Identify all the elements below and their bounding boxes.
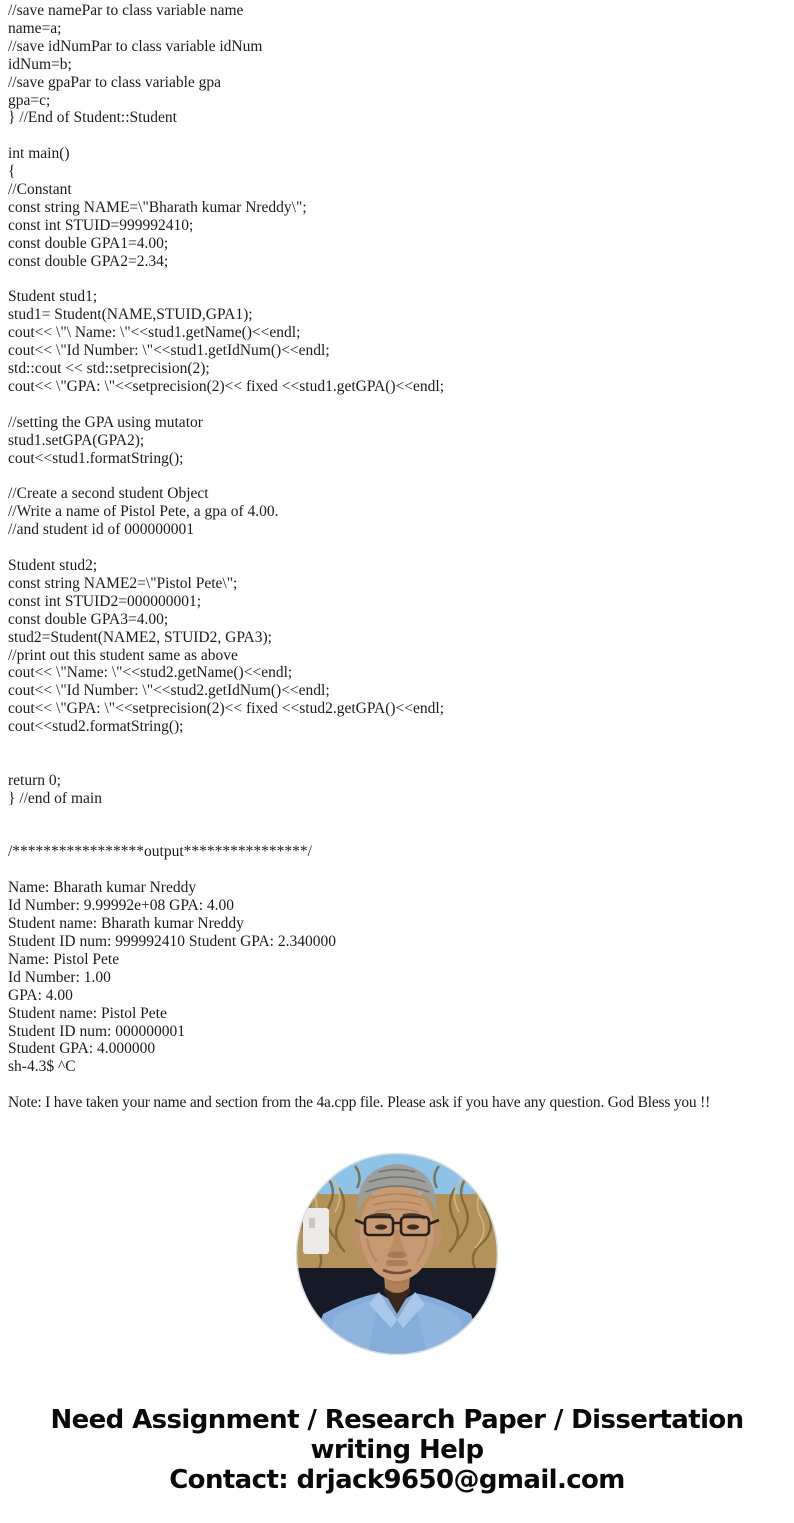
text-line bbox=[8, 736, 794, 754]
text-line: Student name: Bharath kumar Nreddy bbox=[8, 915, 244, 933]
text-line: //save gpaPar to class variable gpa bbox=[8, 73, 222, 91]
text-line: cout<< \"\ Name: \"<<stud1.getName()<<endl; bbox=[8, 324, 301, 342]
note-line: Note: I have taken your name and section from the 4a.cpp file. Please ask if you have any question. God Bless you !! bbox=[8, 1094, 711, 1112]
text-line: sh-4.3$ ^C bbox=[8, 1058, 76, 1076]
text-line: const double GPA3=4.00; bbox=[8, 610, 169, 628]
footer-help-line-1: Need Assignment / Research Paper / Dissertation bbox=[50, 1405, 744, 1436]
text-line: cout<<stud2.formatString(); bbox=[8, 718, 184, 736]
text-line: //Constant bbox=[8, 181, 72, 199]
text-line: GPA: 4.00 bbox=[8, 986, 73, 1004]
text-line: } //end of main bbox=[8, 789, 102, 807]
text-line: Student stud1; bbox=[8, 288, 98, 306]
text-line: Student GPA: 4.000000 bbox=[8, 1040, 156, 1058]
text-line: stud1.setGPA(GPA2); bbox=[8, 431, 145, 449]
text-line: Id Number: 9.99992e+08 GPA: 4.00 bbox=[8, 897, 235, 915]
text-line bbox=[8, 539, 794, 557]
text-line: cout<< \"Name: \"<<stud2.getName()<<endl; bbox=[8, 664, 293, 682]
text-line: //print out this student same as above bbox=[8, 646, 238, 664]
text-line: stud1= Student(NAME,STUID,GPA1); bbox=[8, 306, 253, 324]
text-line bbox=[8, 754, 794, 772]
text-line: Student ID num: 999992410 Student GPA: 2.340000 bbox=[8, 932, 336, 950]
text-line bbox=[8, 861, 794, 879]
output-lines bbox=[8, 843, 794, 1076]
text-line: /*****************output****************/ bbox=[8, 843, 312, 861]
text-line: { bbox=[8, 163, 16, 181]
text-line: gpa=c; bbox=[8, 91, 51, 109]
text-line: cout<< \"GPA: \"<<setprecision(2)<< fixed <<stud2.getGPA()<<endl; bbox=[8, 700, 445, 718]
text-line: Student ID num: 000000001 bbox=[8, 1022, 185, 1040]
text-line bbox=[8, 271, 794, 289]
text-line bbox=[8, 127, 794, 145]
text-line: Name: Pistol Pete bbox=[8, 950, 120, 968]
text-line: cout<< \"GPA: \"<<setprecision(2)<< fixed <<stud1.getGPA()<<endl; bbox=[8, 378, 445, 395]
text-line: idNum=b; bbox=[8, 55, 72, 73]
text-line: const string NAME=\"Bharath kumar Nreddy\"; bbox=[8, 198, 307, 216]
code-lines bbox=[8, 2, 794, 808]
text-line: //Write a name of Pistol Pete, a gpa of 4.00. bbox=[8, 503, 279, 521]
text-line: const int STUID2=000000001; bbox=[8, 592, 202, 610]
text-line: return 0; bbox=[8, 771, 61, 789]
text-line: const string NAME2=\"Pistol Pete\"; bbox=[8, 574, 238, 592]
text-line: const double GPA2=2.34; bbox=[8, 252, 169, 270]
text-line bbox=[8, 468, 794, 486]
text-line: Student stud2; bbox=[8, 557, 98, 575]
footer-banner bbox=[0, 1405, 794, 1495]
text-line: const double GPA1=4.00; bbox=[8, 234, 169, 252]
text-line: //Create a second student Object bbox=[8, 485, 209, 503]
text-line: cout<< \"Id Number: \"<<stud2.getIdNum()<<endl; bbox=[8, 682, 330, 700]
instructor-avatar bbox=[0, 1152, 794, 1356]
text-line bbox=[8, 396, 794, 414]
text-line: const int STUID=999992410; bbox=[8, 216, 194, 234]
text-line: Student name: Pistol Pete bbox=[8, 1004, 167, 1022]
text-line: cout<<stud1.formatString(); bbox=[8, 449, 184, 467]
text-line: } //End of Student::Student bbox=[8, 109, 177, 127]
instructor-portrait-image bbox=[295, 1152, 499, 1356]
text-line: int main() bbox=[8, 145, 70, 163]
footer-help-line-2: writing Help bbox=[310, 1435, 484, 1466]
text-line: //save namePar to class variable name bbox=[8, 2, 244, 19]
text-line: Id Number: 1.00 bbox=[8, 968, 111, 986]
text-line: stud2=Student(NAME2, STUID2, GPA3); bbox=[8, 628, 272, 646]
text-line: Name: Bharath kumar Nreddy bbox=[8, 879, 197, 897]
text-line: name=a; bbox=[8, 19, 62, 37]
text-line: std::cout << std::setprecision(2); bbox=[8, 360, 210, 378]
text-line: //save idNumPar to class variable idNum bbox=[8, 37, 263, 55]
text-line: cout<< \"Id Number: \"<<stud1.getIdNum()<<endl; bbox=[8, 342, 330, 360]
footer-contact-email: Contact: drjack9650@gmail.com bbox=[169, 1465, 625, 1496]
text-line: //and student id of 000000001 bbox=[8, 521, 194, 539]
text-line: //setting the GPA using mutator bbox=[8, 413, 203, 431]
